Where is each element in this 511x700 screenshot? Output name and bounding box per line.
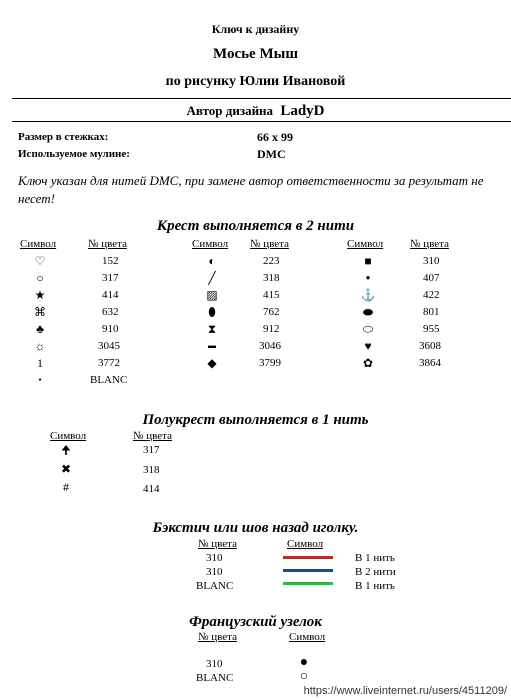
color-number: 318 xyxy=(143,464,160,476)
circle-outline-icon: ○ xyxy=(36,271,44,285)
color-number: 152 xyxy=(102,255,119,267)
square-icon: ■ xyxy=(364,254,372,268)
pill-icon: ⬬ xyxy=(362,305,374,319)
color-number: 407 xyxy=(423,272,440,284)
color-number: 317 xyxy=(102,272,119,284)
color-number: 3046 xyxy=(259,340,281,352)
french-heading: Французский узелок xyxy=(189,614,322,630)
color-number: 955 xyxy=(423,323,440,335)
drop-icon: ● xyxy=(365,273,371,282)
thread-count: В 2 нити xyxy=(355,566,396,578)
french-number-header: № цвета xyxy=(198,631,237,643)
color-number: 317 xyxy=(143,444,160,456)
half-symbol-header: Символ xyxy=(50,430,87,442)
hourglass-icon: ⧗ xyxy=(207,322,217,336)
color-number: BLANC xyxy=(196,672,234,684)
color-number: 414 xyxy=(102,289,119,301)
digit-one-icon: 1 xyxy=(37,356,43,370)
thread-count: В 1 нить xyxy=(355,580,395,592)
color-number: 3772 xyxy=(98,357,120,369)
color-number: 3608 xyxy=(419,340,441,352)
cross-col1-symbol-header: Символ xyxy=(20,238,57,250)
design-name: Мосье Мыш xyxy=(213,46,298,62)
color-number: 3799 xyxy=(259,357,281,369)
sun-icon: ☼ xyxy=(34,339,46,353)
cross-heading: Крест выполняется в 2 нити xyxy=(156,218,355,234)
color-number: 632 xyxy=(102,306,119,318)
flower-icon: ✿ xyxy=(362,356,374,370)
color-number: 910 xyxy=(102,323,119,335)
backstitch-line-blue xyxy=(283,569,333,572)
author-name: LadyD xyxy=(280,103,325,119)
cross-col3-symbol-header: Символ xyxy=(347,238,384,250)
cross-x-icon: ✖ xyxy=(60,462,72,476)
back-number-header: № цвета xyxy=(198,538,237,550)
cross-col2-number-header: № цвета xyxy=(250,238,289,250)
color-number: 415 xyxy=(263,289,280,301)
pill-outline-icon: ⬭ xyxy=(362,322,374,336)
thread-count: В 1 нить xyxy=(355,552,395,564)
anchor-icon: ⚓ xyxy=(360,288,376,302)
design-source: по рисунку Юлии Ивановой xyxy=(165,74,346,89)
cross-col1-number-header: № цвета xyxy=(88,238,127,250)
divider-top xyxy=(12,98,511,99)
author-label: Автор дизайна xyxy=(186,103,274,118)
color-number: 310 xyxy=(206,552,223,564)
backstitch-line-green xyxy=(283,582,333,585)
color-number: 912 xyxy=(263,323,280,335)
filled-circle-icon: ● xyxy=(299,655,309,670)
small-dot-icon: ▪ xyxy=(38,375,42,384)
half-moon-icon: ◐ xyxy=(208,254,216,268)
watermark-url: https://www.liveinternet.ru/users/4511209/ xyxy=(303,685,507,697)
color-number: 310 xyxy=(206,658,223,670)
floss-label: Используемое мулине: xyxy=(18,148,130,160)
place-of-interest-icon: ⌘ xyxy=(34,305,46,319)
color-number: 762 xyxy=(263,306,280,318)
author-line xyxy=(0,103,511,120)
floss-value: DMC xyxy=(257,147,286,161)
arrow-up-icon: 🠉 xyxy=(61,443,71,457)
diamond-icon: ◆ xyxy=(207,356,217,370)
color-number: 3045 xyxy=(98,340,120,352)
club-icon: ♣ xyxy=(36,322,44,336)
note-text: Ключ указан для нитей DMC, при замене автор ответственности за результат не несет! xyxy=(18,173,484,206)
hatched-square-icon: ▨ xyxy=(206,288,218,302)
color-number: 310 xyxy=(206,566,223,578)
back-heading: Бэкстич или шов назад иголку. xyxy=(152,520,359,536)
half-heading: Полукрест выполняется в 1 нить xyxy=(142,412,369,428)
heart-icon: ♥ xyxy=(364,339,372,353)
divider-bottom xyxy=(12,121,511,122)
color-number: 414 xyxy=(143,483,160,495)
star-icon: ★ xyxy=(34,288,46,302)
back-symbol-header: Символ xyxy=(287,538,324,550)
empty-circle-icon: ○ xyxy=(299,669,309,684)
hash-icon: # xyxy=(63,480,69,494)
color-number: 318 xyxy=(263,272,280,284)
cross-col2-symbol-header: Символ xyxy=(192,238,229,250)
dash-icon: ▬ xyxy=(208,341,216,350)
color-number: BLANC xyxy=(196,580,234,592)
color-number: 223 xyxy=(263,255,280,267)
size-label: Размер в стежках: xyxy=(18,131,109,143)
color-number: 310 xyxy=(423,255,440,267)
half-number-header: № цвета xyxy=(133,430,172,442)
slash-icon: ╱ xyxy=(208,271,216,285)
oval-icon: ⬮ xyxy=(208,305,216,319)
color-number: 801 xyxy=(423,306,440,318)
heart-outline-icon: ♡ xyxy=(34,254,46,268)
key-title: Ключ к дизайну xyxy=(211,22,300,36)
cross-col3-number-header: № цвета xyxy=(410,238,449,250)
color-number: 3864 xyxy=(419,357,441,369)
french-symbol-header: Символ xyxy=(289,631,326,643)
color-number: BLANC xyxy=(90,374,128,386)
size-value: 66 x 99 xyxy=(257,130,293,144)
backstitch-line-red xyxy=(283,556,333,559)
color-number: 422 xyxy=(423,289,440,301)
